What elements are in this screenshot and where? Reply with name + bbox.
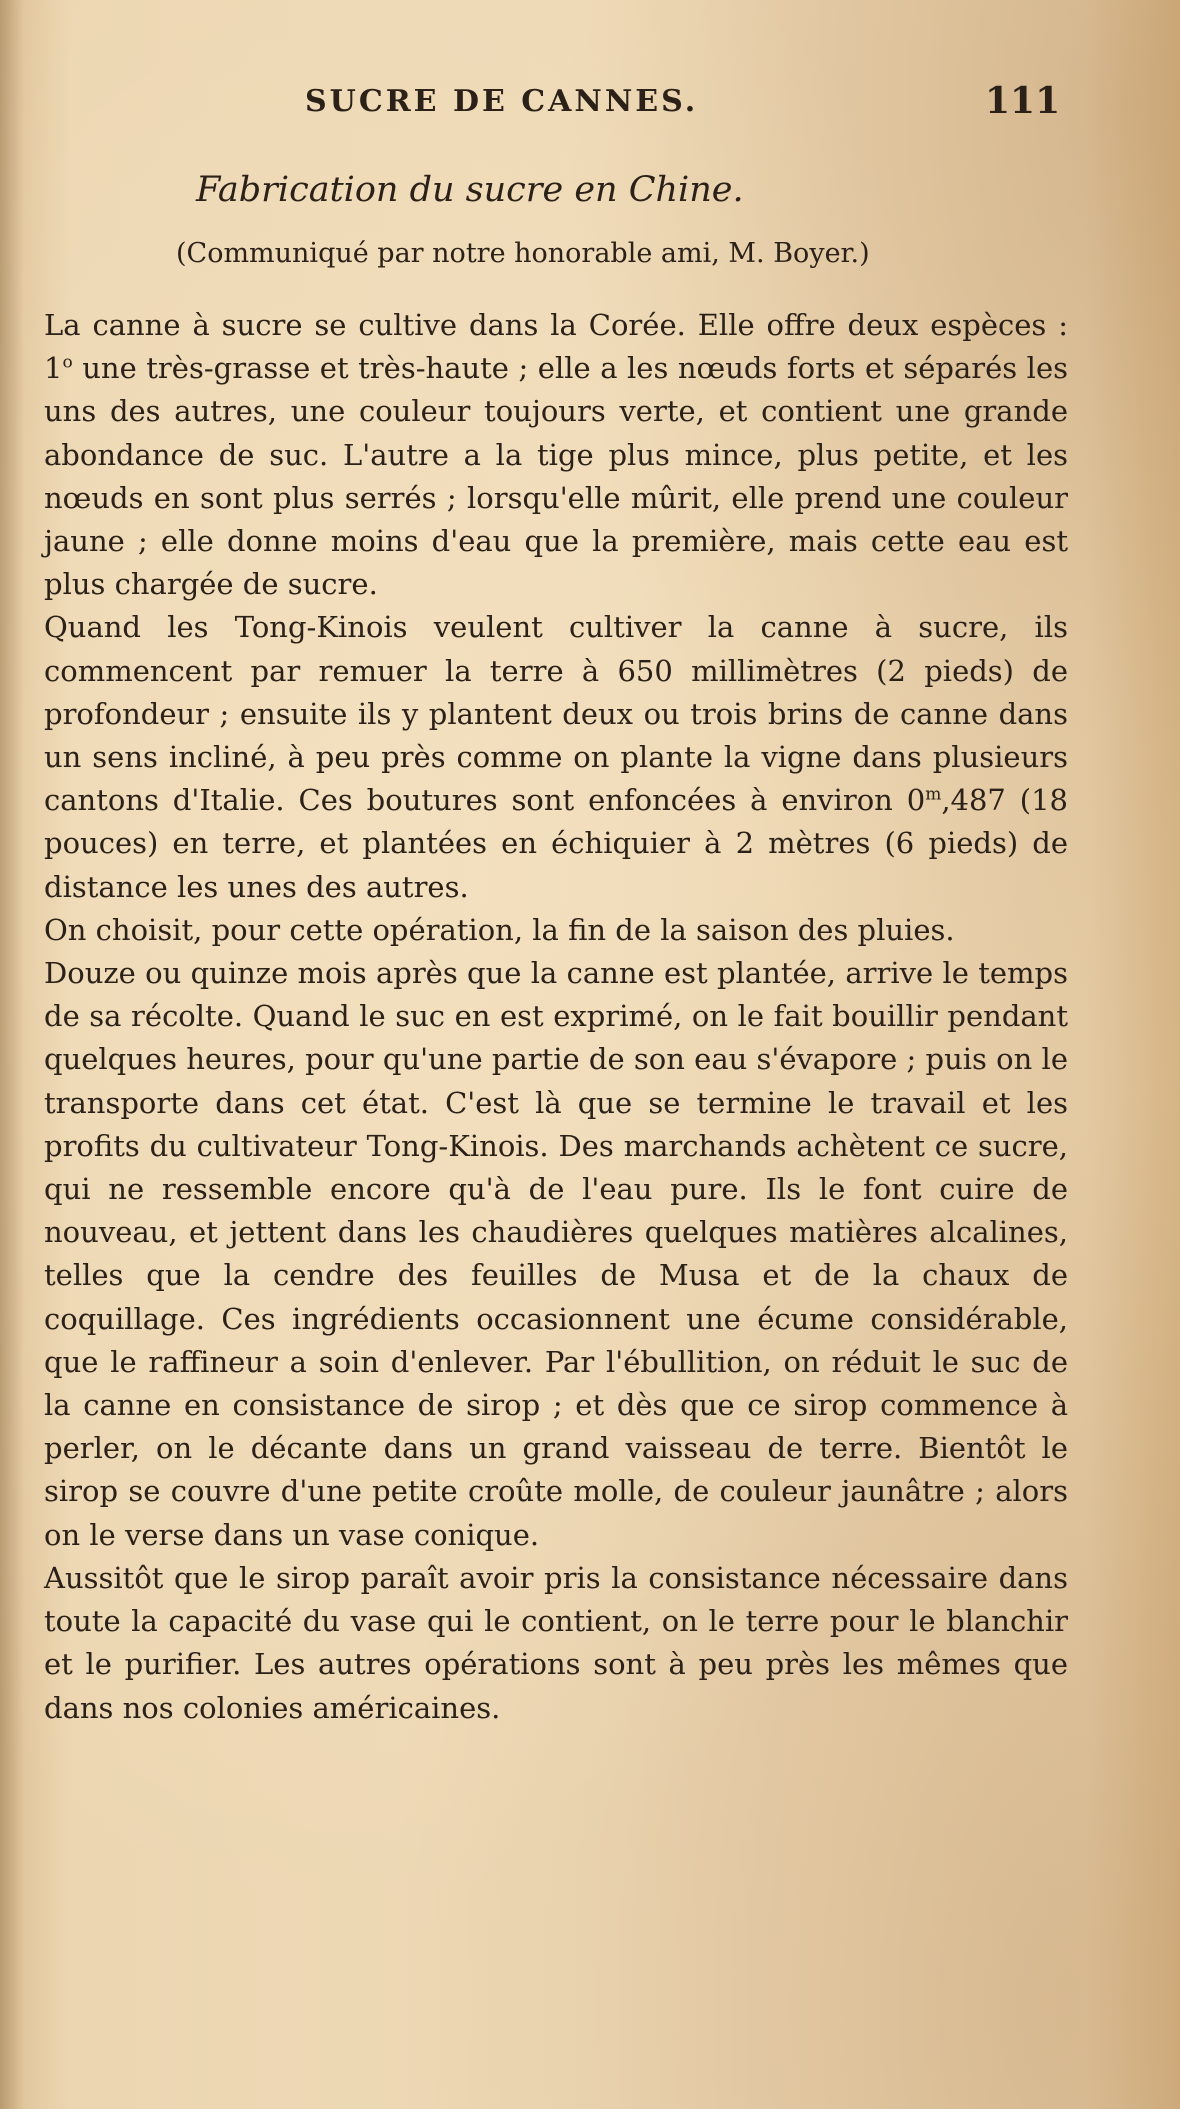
paragraph-text: une très-grasse et très-haute ; elle a les nœuds forts et séparés les uns des autres, une couleur toujours verte, et contient une grande abondance de suc. L'autre a la tige plus mince, plus petite, et les nœuds en sont plus serrés ; lorsqu'elle mûrit, elle prend une couleur jaune ; elle donne moins d'eau que la première, mais cette eau est plus chargée de sucre. — [44, 351, 1068, 602]
paragraph-text: Quand les Tong-Kinois veulent cultiver la canne à sucre, ils commencent par remuer la terre à 650 millimètres (2 pieds) de profondeur ; ensuite ils y plantent deux ou trois brins de canne dans un sens incliné, à peu près comme on plante la vigne dans plusieurs cantons d'Italie. Ces boutures sont enfoncées à environ 0 — [44, 610, 1068, 818]
paragraph-text: On choisit, pour cette opération, la fin de la saison des pluies. — [44, 912, 955, 947]
paragraph-3 — [44, 909, 1068, 952]
running-head-title: SUCRE DE CANNES. — [305, 84, 699, 119]
paragraph-text: Aussitôt que le sirop paraît avoir pris la consistance nécessaire dans toute la capacité du vase qui le contient, on le terre pour le blanchir et le purifier. Les autres opérations sont à peu près les mêmes que dans nos colonies américaines. — [44, 1560, 1068, 1725]
paragraph-4 — [44, 952, 1068, 1557]
section-title: Fabrication du sucre en Chine. — [196, 170, 744, 210]
article-body — [44, 304, 1068, 1730]
attribution-line: (Communiqué par notre honorable ami, M. Boyer.) — [176, 238, 870, 269]
page-spine-shadow — [0, 0, 24, 2109]
page-number: 111 — [985, 80, 1061, 122]
superscript: m — [925, 784, 942, 805]
superscript: o — [62, 352, 73, 373]
paragraph-text: Douze ou quinze mois après que la canne est plantée, arrive le temps de sa récolte. Quand le suc en est exprimé, on le fait bouillir pendant quelques heures, pour qu'une partie de son eau s'évapore ; puis on le transporte dans cet état. C'est là que se termine le travail et les profits du cultivateur Tong-Kinois. Des marchands achètent ce sucre, qui ne ressemble encore qu'à de l'eau pure. Ils le font cuire de nouveau, et jettent dans les chaudières quelques matières alcalines, telles que la cendre des feuilles de Musa et de la chaux de coquillage. Ces ingrédients occasionnent une écume considérable, que le raffineur a soin d'enlever. Par l'ébullition, on réduit le suc de la canne en consistance de sirop ; et dès que ce sirop commence à perler, on le décante dans un grand vaisseau de terre. Bientôt le sirop se couvre d'une petite croûte molle, de couleur jaunâtre ; alors on le verse dans un vase conique. — [44, 956, 1068, 1552]
paragraph-5 — [44, 1557, 1068, 1730]
paragraph-text: ,487 (18 pouces) en terre, et plantées en échiquier à 2 mètres (6 pieds) de distance les unes des autres. — [44, 783, 1068, 904]
paragraph-1 — [44, 304, 1068, 606]
paragraph-text: La canne à sucre se cultive dans la Corée. Elle offre deux espèces : 1 — [44, 308, 1068, 386]
paragraph-2 — [44, 606, 1068, 908]
